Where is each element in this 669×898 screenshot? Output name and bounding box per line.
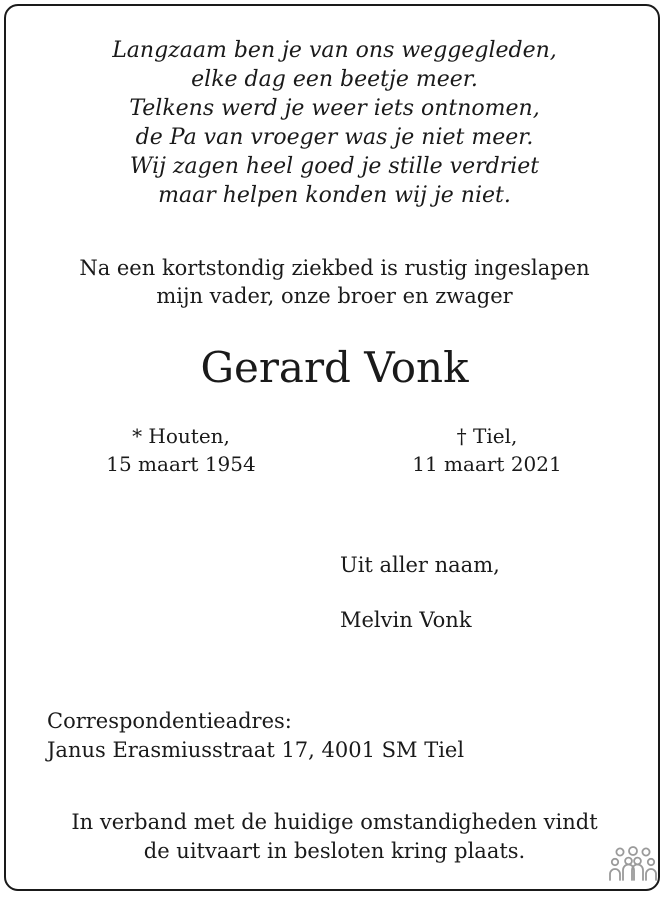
poem-line: Telkens werd je weer iets ontnomen, — [129, 96, 540, 121]
people-group-icon — [608, 846, 658, 882]
notice-line: In verband met de huidige omstandigheden vindt — [71, 810, 598, 834]
announcement-intro — [0, 254, 669, 310]
address-value: Janus Erasmiusstraat 17, 4001 SM Tiel — [47, 738, 465, 762]
poem-line: elke dag een beetje meer. — [191, 67, 478, 92]
deceased-name: Gerard Vonk — [200, 343, 469, 392]
address-label: Correspondentieadres: — [47, 709, 292, 733]
closing-phrase: Uit aller naam, — [340, 553, 500, 577]
notice-line: de uitvaart in besloten kring plaats. — [143, 839, 526, 863]
correspondence-address — [47, 707, 464, 765]
death-place: † Tiel, — [456, 424, 518, 448]
poem-line: Wij zagen heel goed je stille verdriet — [129, 154, 540, 179]
death-info — [392, 422, 582, 478]
poem-line: Langzaam ben je van ons weggegleden, — [112, 38, 557, 63]
intro-line: mijn vader, onze broer en zwager — [156, 284, 513, 308]
intro-line: Na een kortstondig ziekbed is rustig ingeslapen — [79, 256, 590, 280]
poem-line: maar helpen konden wij je niet. — [158, 183, 511, 208]
signer-name: Melvin Vonk — [340, 608, 472, 632]
poem-line: de Pa van vroeger was je niet meer. — [135, 125, 534, 150]
poem — [0, 36, 669, 210]
funeral-notice — [0, 808, 669, 866]
birth-info — [86, 422, 276, 478]
birth-date: 15 maart 1954 — [106, 452, 256, 476]
birth-place: * Houten, — [132, 424, 230, 448]
death-date: 11 maart 2021 — [412, 452, 562, 476]
